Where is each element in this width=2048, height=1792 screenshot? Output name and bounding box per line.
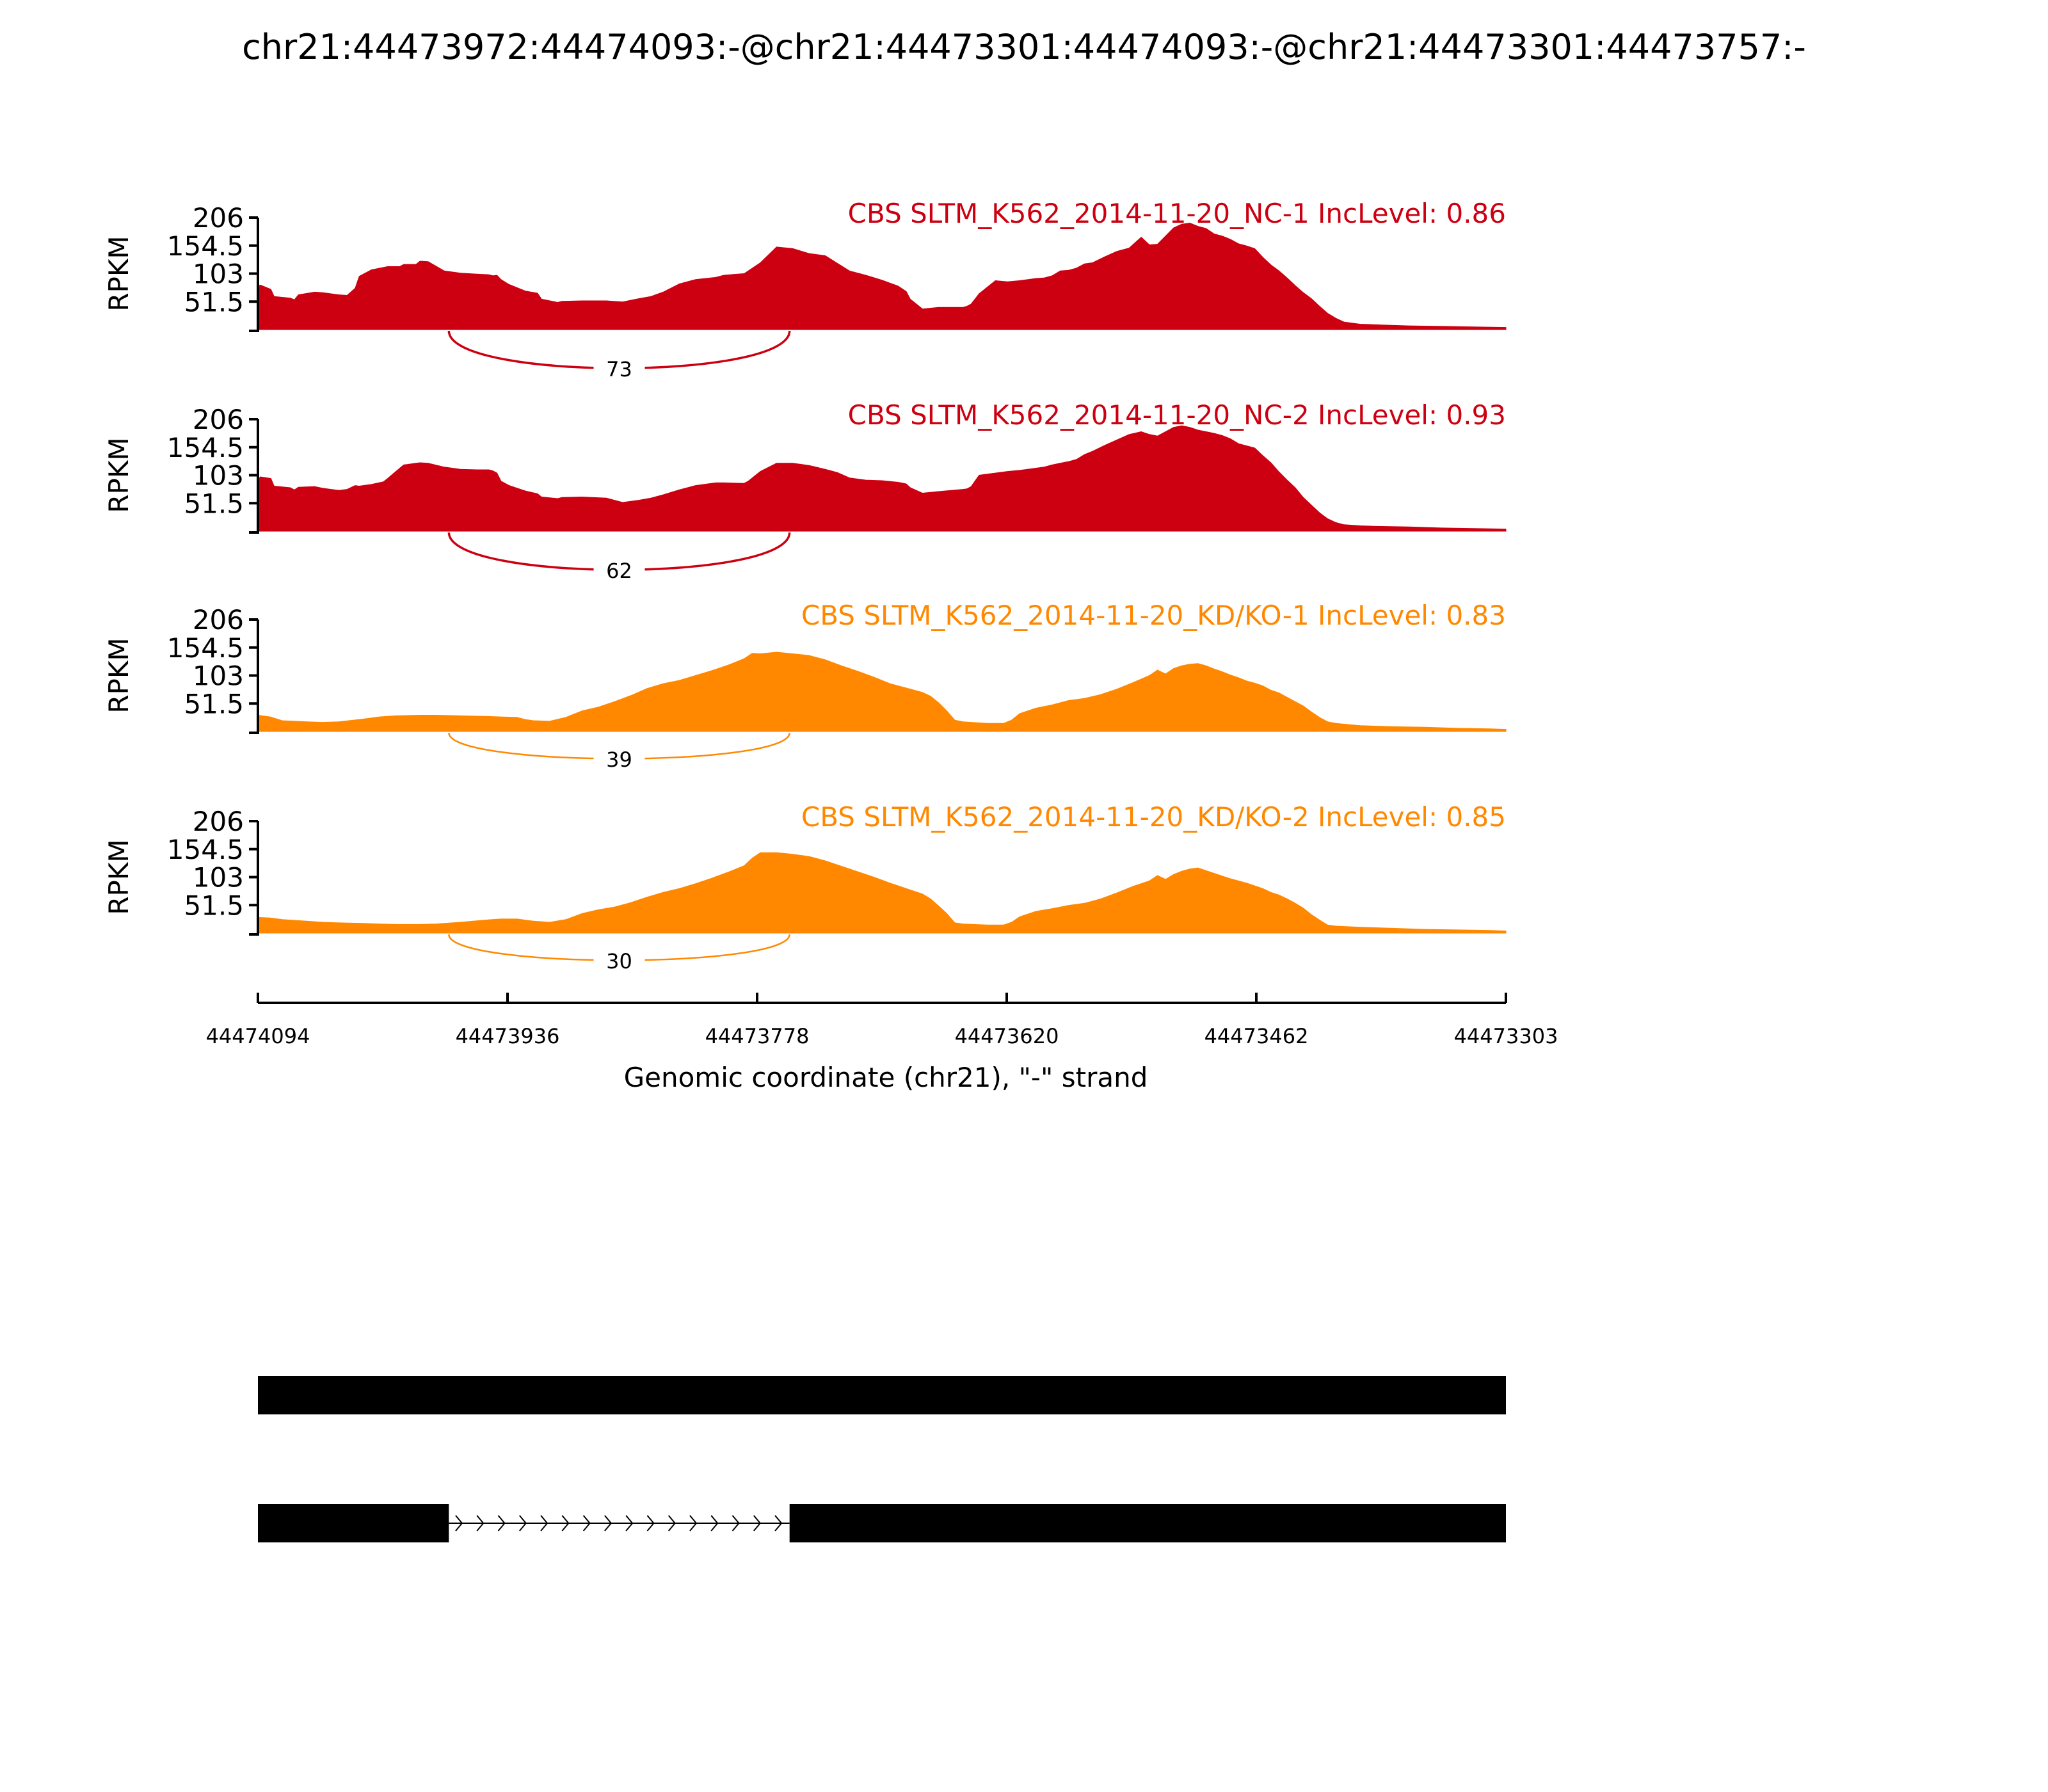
coverage-panel-4 [103, 801, 1506, 973]
y-tick-label: 51.5 [184, 688, 244, 720]
exon-block [258, 1376, 1506, 1414]
y-tick-label: 154.5 [166, 230, 244, 262]
isoform-structures [258, 1376, 1506, 1542]
junction-count: 30 [606, 949, 632, 973]
coverage-area [258, 652, 1506, 732]
y-tick-label: 51.5 [184, 488, 244, 520]
coverage-panel-3 [103, 600, 1506, 772]
y-tick-label: 206 [192, 202, 244, 234]
y-tick-label: 206 [192, 806, 244, 837]
y-tick-label: 154.5 [166, 431, 244, 463]
y-tick-label: 206 [192, 404, 244, 435]
x-tick-label: 44473936 [455, 1024, 560, 1048]
coverage-panels [103, 198, 1506, 973]
y-tick-label: 103 [192, 460, 244, 492]
x-tick-label: 44473620 [954, 1024, 1059, 1048]
y-axis-label: RPKM [103, 839, 134, 915]
isoform-1 [258, 1376, 1506, 1414]
x-axis [206, 993, 1558, 1048]
y-axis-label: RPKM [103, 236, 134, 312]
panel-title: CBS SLTM_K562_2014-11-20_KD/KO-2 IncLevel: 0.85 [801, 801, 1506, 833]
y-tick-label: 103 [192, 861, 244, 893]
coverage-area [258, 852, 1506, 933]
x-axis-label: Genomic coordinate (chr21), "-" strand [623, 1062, 1148, 1093]
panel-title: CBS SLTM_K562_2014-11-20_NC-1 IncLevel: 0.86 [847, 198, 1506, 229]
coverage-area [258, 223, 1506, 330]
coverage-area [258, 426, 1506, 531]
y-tick-label: 51.5 [184, 286, 244, 318]
y-tick-label: 103 [192, 660, 244, 692]
x-tick-label: 44473778 [705, 1024, 810, 1048]
junction-count: 62 [606, 559, 632, 583]
panel-title: CBS SLTM_K562_2014-11-20_KD/KO-1 IncLevel: 0.83 [801, 600, 1506, 631]
x-tick-label: 44473303 [1453, 1024, 1558, 1048]
exon-block [258, 1504, 449, 1542]
figure-title: chr21:44473972:44474093:-@chr21:44473301:44474093:-@chr21:44473301:44473757:- [242, 27, 1806, 67]
y-tick-label: 206 [192, 604, 244, 636]
y-tick-label: 51.5 [184, 890, 244, 922]
y-tick-label: 103 [192, 258, 244, 290]
coverage-panel-1 [103, 198, 1506, 381]
y-tick-label: 154.5 [166, 632, 244, 664]
y-tick-label: 154.5 [166, 833, 244, 865]
x-tick-label: 44473462 [1204, 1024, 1309, 1048]
isoform-2 [258, 1504, 1506, 1542]
junction-count: 39 [606, 748, 632, 772]
exon-block [790, 1504, 1506, 1542]
panel-title: CBS SLTM_K562_2014-11-20_NC-2 IncLevel: 0.93 [847, 399, 1506, 431]
y-axis-label: RPKM [103, 637, 134, 714]
x-tick-label: 44474094 [205, 1024, 310, 1048]
coverage-panel-2 [103, 399, 1506, 583]
junction-count: 73 [606, 357, 632, 381]
y-axis-label: RPKM [103, 437, 134, 513]
